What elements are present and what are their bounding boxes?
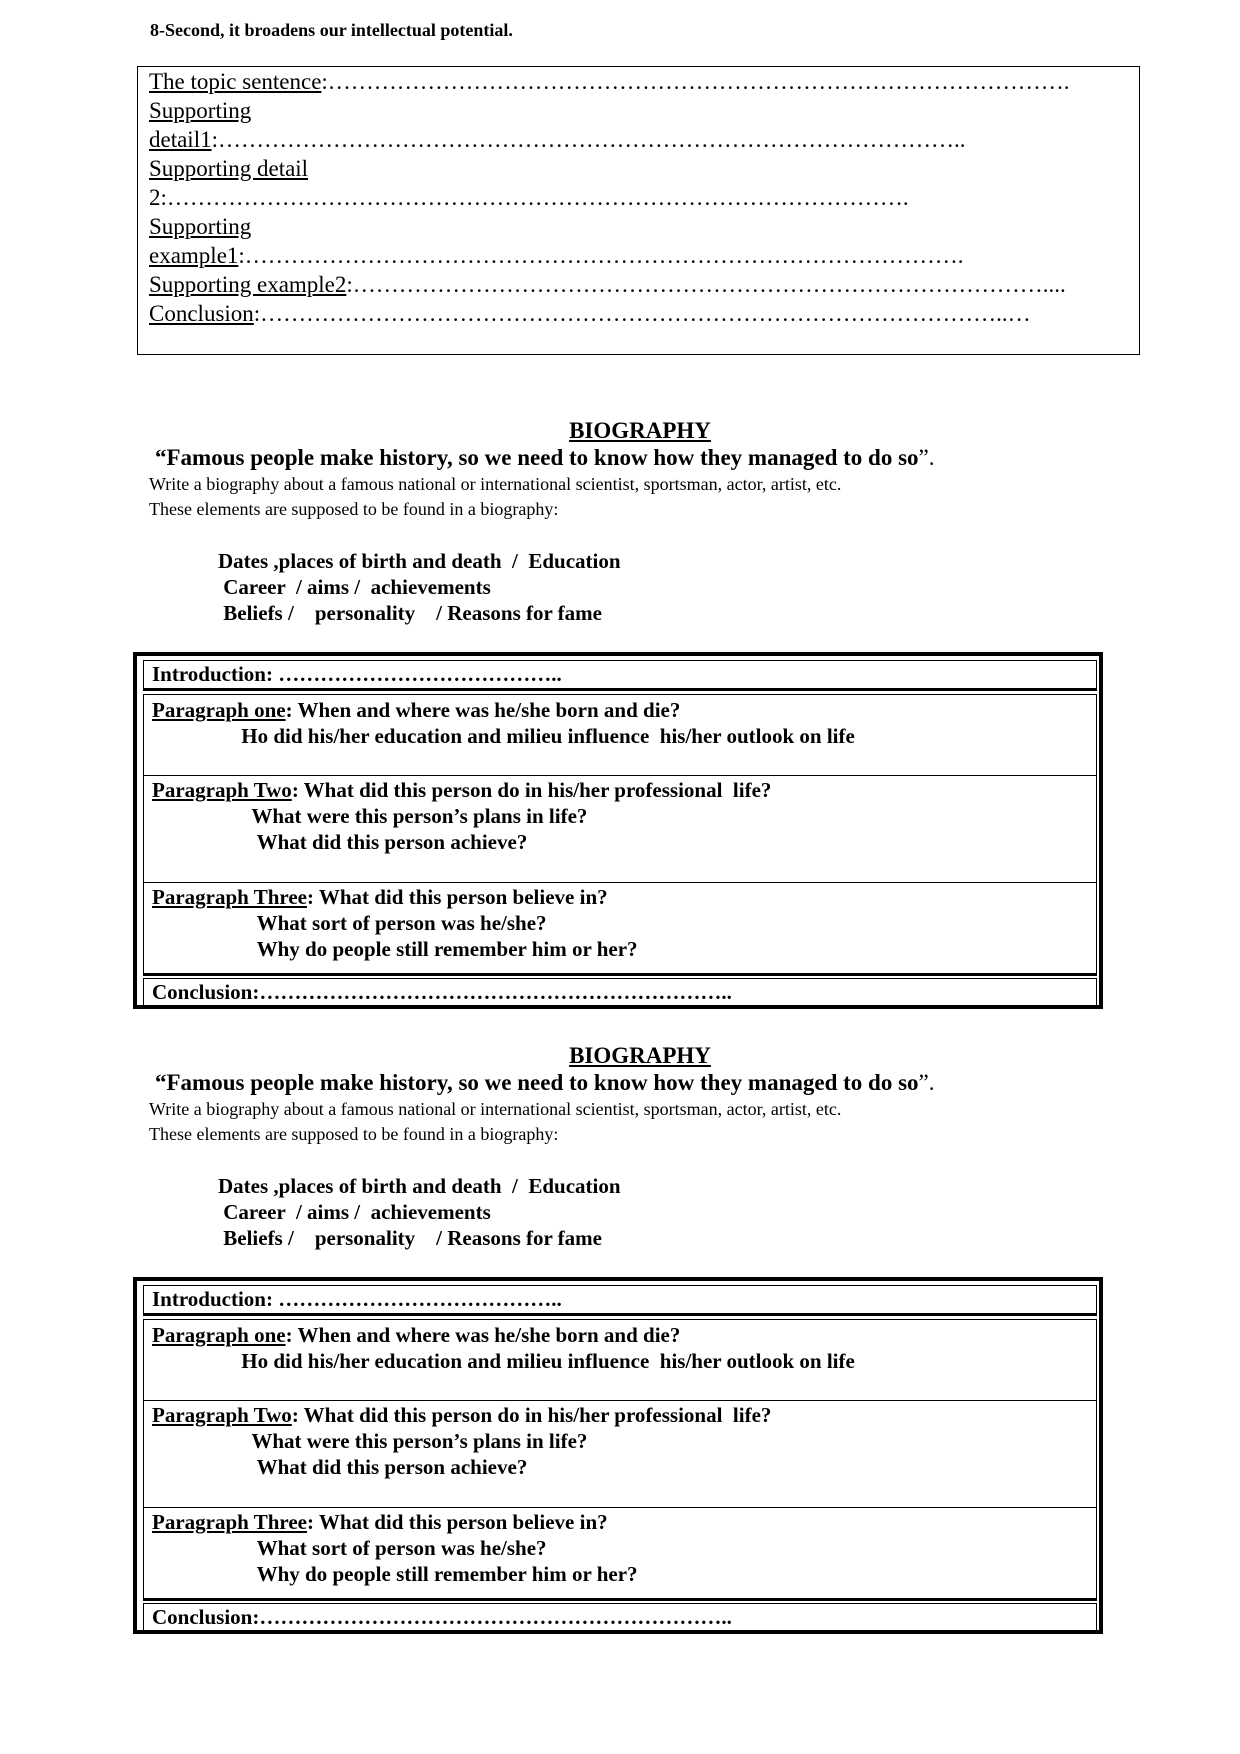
paragraph-question: : What did this person do in his/her professional life? (291, 778, 772, 802)
outline-label: Supporting example2 (149, 272, 347, 297)
outline-line (149, 270, 1134, 299)
outline-lines (149, 67, 1134, 328)
paragraph-label: Paragraph Three (152, 885, 307, 909)
table-intro-row: Introduction: ………………………………….. (143, 1285, 1097, 1316)
paragraph-question: Why do people still remember him or her? (152, 1562, 638, 1586)
bio-instruction: Write a biography about a famous national or international scientist, sportsman, actor, artist, etc. (149, 1099, 842, 1119)
bio-instruction: Write a biography about a famous national or international scientist, sportsman, actor, artist, etc. (149, 474, 842, 494)
outline-line (149, 125, 1134, 154)
outline-line (149, 299, 1134, 328)
paragraph-question: Ho did his/her education and milieu influence his/her outlook on life (152, 724, 855, 748)
paragraph-label: Paragraph Two (152, 778, 292, 802)
page-heading: 8-Second, it broadens our intellectual potential. (150, 20, 513, 40)
paragraph-question: What were this person’s plans in life? (152, 1429, 588, 1453)
table-conclusion-row: Conclusion:………………………………………………………….. (143, 1603, 1097, 1632)
outline-dots: :……………………………………………………………………………………..… (253, 301, 1031, 326)
outline-label: The topic sentence (149, 69, 322, 94)
outline-dots: :…………………………………………………………………………………. (238, 243, 964, 268)
paragraph-label: Paragraph one (152, 698, 286, 722)
table-intro-row: Introduction: ………………………………….. (143, 660, 1097, 691)
paragraph-question: Why do people still remember him or her? (152, 937, 638, 961)
table-conclusion-row: Conclusion:………………………………………………………….. (143, 978, 1097, 1007)
paragraph-question: : What did this person believe in? (306, 885, 608, 909)
paragraph-label: Paragraph one (152, 1323, 286, 1347)
outline-line (149, 183, 1134, 212)
outline-label: example1 (149, 243, 239, 268)
bio-instruction: These elements are supposed to be found in a biography: (149, 1124, 559, 1144)
row-divider (144, 775, 1096, 776)
paragraph-two-row (152, 777, 771, 855)
biography-element-line: Beliefs / personality / Reasons for fame (218, 1226, 602, 1250)
outline-label: Supporting (149, 214, 252, 239)
biography-element-line: Career / aims / achievements (218, 1200, 491, 1224)
row-divider (144, 1507, 1096, 1508)
table-paragraphs-block (143, 694, 1097, 976)
outline-line (149, 154, 1134, 183)
paragraph-label: Paragraph Three (152, 1510, 307, 1534)
paragraph-one-row (152, 697, 855, 749)
table-paragraphs-block (143, 1319, 1097, 1601)
paragraph-question: What did this person achieve? (152, 830, 528, 854)
outline-line (149, 241, 1134, 270)
paragraph-question: Ho did his/her education and milieu influence his/her outlook on life (152, 1349, 855, 1373)
bio-quote (155, 445, 934, 471)
paragraph-question: : What did this person believe in? (306, 1510, 608, 1534)
paragraph-three-row (152, 1509, 638, 1587)
outline-line (149, 212, 1134, 241)
bio-quote (155, 1070, 934, 1096)
paragraph-question: What were this person’s plans in life? (152, 804, 588, 828)
paragraph-question: : What did this person do in his/her professional life? (291, 1403, 772, 1427)
bio-title: BIOGRAPHY (569, 418, 711, 443)
biography-plan-table (133, 652, 1103, 1009)
bio-quote-text: “Famous people make history, so we need to know how they managed to do so (155, 1070, 919, 1095)
paragraph-question: : When and where was he/she born and die? (285, 698, 681, 722)
paragraph-question: What did this person achieve? (152, 1455, 528, 1479)
bio-instruction: These elements are supposed to be found in a biography: (149, 499, 559, 519)
paragraph-three-row (152, 884, 638, 962)
biography-element-line: Beliefs / personality / Reasons for fame (218, 601, 602, 625)
outline-dots: :……………………………………………………………………………….... (346, 272, 1066, 297)
outline-label: Supporting (149, 98, 252, 123)
biography-element-line: Career / aims / achievements (218, 575, 491, 599)
paragraph-two-row (152, 1402, 771, 1480)
bio-quote-end: ”. (918, 1070, 935, 1095)
paragraph-one-row (152, 1322, 855, 1374)
paragraph-question: : When and where was he/she born and die? (285, 1323, 681, 1347)
paragraph-question: What sort of person was he/she? (152, 1536, 547, 1560)
bio-title: BIOGRAPHY (569, 1043, 711, 1068)
outline-label: detail1 (149, 127, 212, 152)
bio-quote-end: ”. (918, 445, 935, 470)
outline-label: Conclusion (149, 301, 254, 326)
outline-dots: :……………………………………………………………………………………. (321, 69, 1070, 94)
outline-label: Supporting detail (149, 156, 309, 181)
biography-element-line: Dates ,places of birth and death / Education (218, 549, 621, 573)
paragraph-label: Paragraph Two (152, 1403, 292, 1427)
outline-line (149, 67, 1134, 96)
bio-quote-text: “Famous people make history, so we need to know how they managed to do so (155, 445, 919, 470)
row-divider (144, 1400, 1096, 1401)
outline-dots: :…………………………………………………………………………………….. (211, 127, 966, 152)
outline-line (149, 96, 1134, 125)
biography-element-line: Dates ,places of birth and death / Education (218, 1174, 621, 1198)
outline-dots: 2:……………………………………………………………………………………. (149, 185, 909, 210)
paragraph-question: What sort of person was he/she? (152, 911, 547, 935)
paragraph-outline-box (137, 66, 1140, 355)
row-divider (144, 882, 1096, 883)
biography-plan-table (133, 1277, 1103, 1634)
